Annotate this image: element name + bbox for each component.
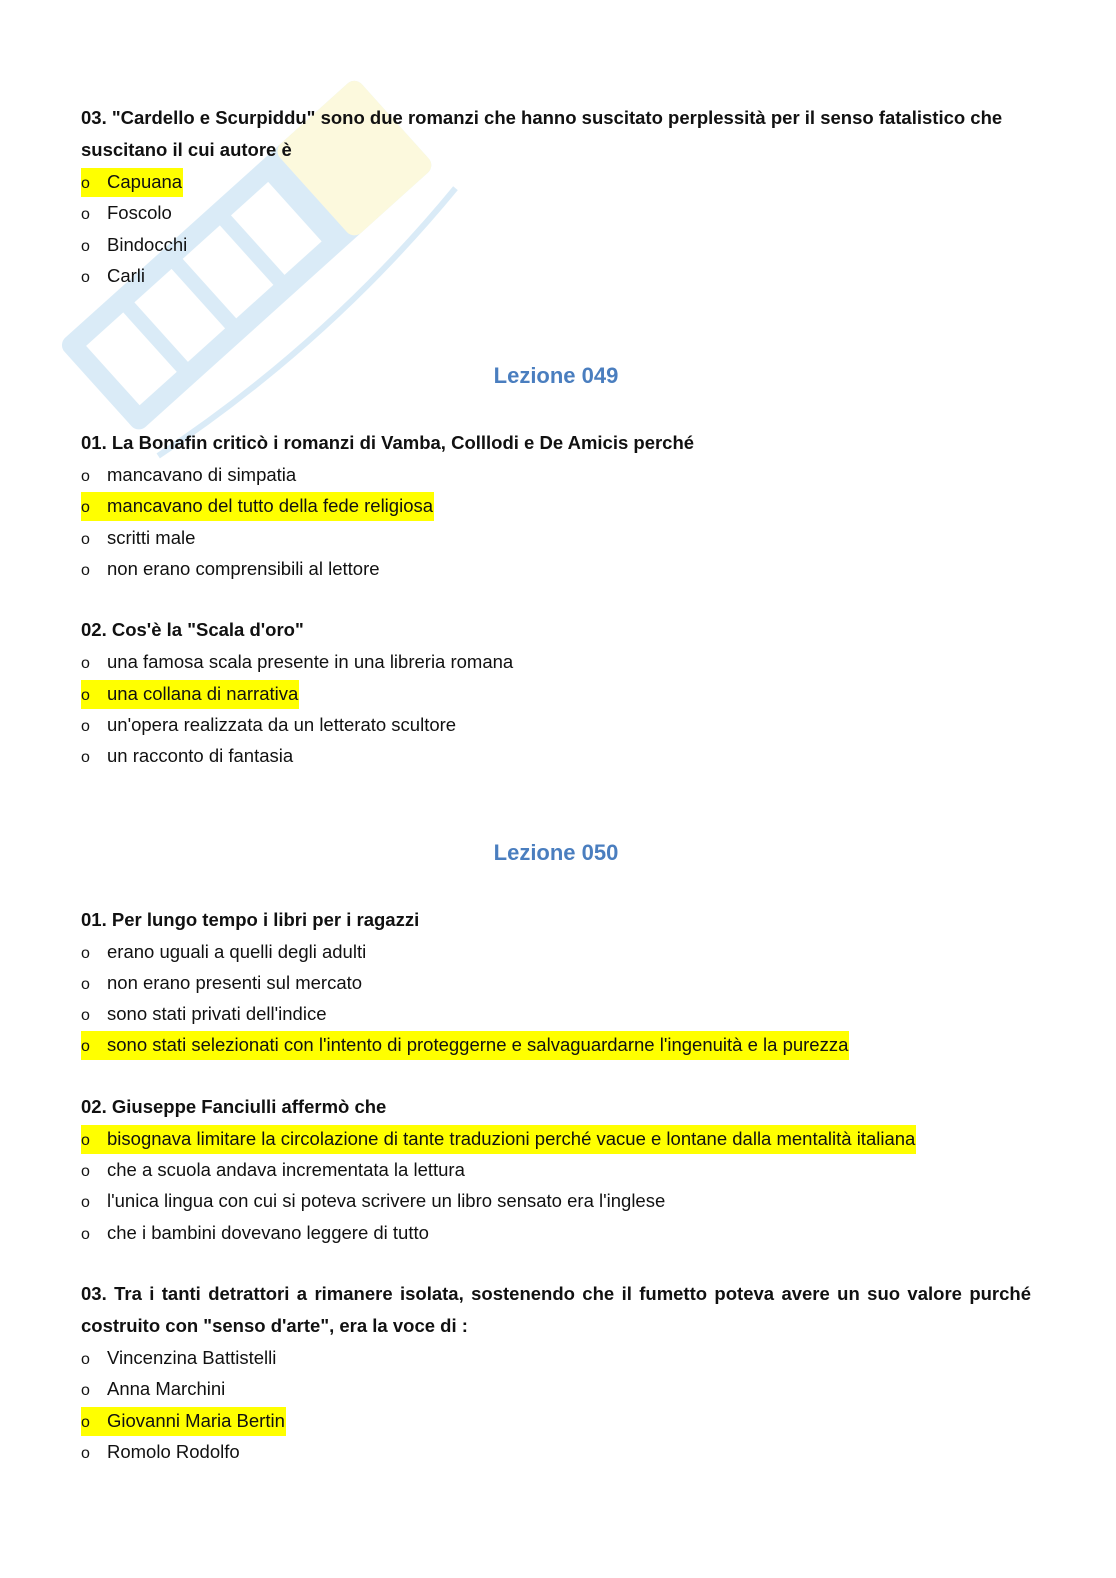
answer-text: una famosa scala presente in una libreria romana (107, 651, 514, 673)
lesson-title: Lezione 050 (493, 839, 619, 865)
question-block (81, 1091, 1031, 1248)
answer-highlight (81, 938, 367, 967)
answer-highlight (81, 1375, 226, 1404)
answer-option (81, 1342, 1031, 1373)
answer-text: Carli (107, 264, 146, 286)
answer-highlight (81, 648, 514, 677)
answer-highlight (81, 461, 297, 490)
answer-highlight (81, 969, 363, 998)
answer-text: non erano presenti sul mercato (107, 971, 363, 993)
bullet: o (81, 717, 90, 735)
answer-text: sono stati privati dell'indice (107, 1003, 327, 1025)
answer-text: mancavano del tutto della fede religiosa (107, 495, 434, 517)
answer-text: scritti male (107, 526, 196, 548)
answer-text: Vincenzina Battistelli (107, 1346, 277, 1368)
answer-option (81, 260, 1031, 291)
bullet: o (81, 1038, 90, 1056)
answer-text: l'unica lingua con cui si poteva scrivere un libro sensato era l'inglese (107, 1190, 666, 1212)
answer-highlight (81, 1125, 916, 1154)
answer-option-correct (81, 490, 1031, 521)
document-page (81, 102, 1031, 1497)
question-block (81, 614, 1031, 771)
answer-option-correct (81, 1029, 1031, 1060)
bullet: o (81, 1225, 90, 1243)
answer-option (81, 646, 1031, 677)
question-text: 01. La Bonafin criticò i romanzi di Vamba, Colllodi e De Amicis perché (81, 432, 695, 454)
answer-highlight (81, 199, 173, 228)
answer-option-correct (81, 166, 1031, 197)
answer-list (81, 166, 1031, 291)
answer-text: che a scuola andava incrementata la lettura (107, 1159, 465, 1181)
bullet: o (81, 1382, 90, 1400)
answer-highlight (81, 1187, 666, 1216)
answer-highlight (81, 231, 188, 260)
answer-option (81, 1185, 1031, 1216)
question-text: 02. Cos'è la "Scala d'oro" (81, 619, 304, 641)
answer-highlight (81, 680, 299, 709)
answer-text: bisognava limitare la circolazione di tante traduzioni perché vacue e lontane dalla mentalità italiana (107, 1127, 916, 1149)
answer-highlight (81, 1344, 277, 1373)
answer-highlight (81, 524, 196, 553)
answer-option (81, 229, 1031, 260)
answer-highlight (81, 1156, 466, 1185)
answer-highlight (81, 555, 381, 584)
answer-text: sono stati selezionati con l'intento di proteggerne e salvaguardarne l'ingenuità e la purezza (107, 1034, 849, 1056)
answer-highlight (81, 742, 294, 771)
answer-option (81, 553, 1031, 584)
bullet: o (81, 1413, 90, 1431)
answer-option (81, 936, 1031, 967)
answer-option (81, 740, 1031, 771)
bullet: o (81, 530, 90, 548)
answer-highlight (81, 1219, 430, 1248)
answer-text: un racconto di fantasia (107, 745, 294, 767)
bullet: o (81, 1444, 90, 1462)
answer-text: erano uguali a quelli degli adulti (107, 940, 367, 962)
answer-option-correct (81, 678, 1031, 709)
answer-highlight (81, 1031, 849, 1060)
bullet: o (81, 1131, 90, 1149)
answer-list (81, 1123, 1031, 1248)
answer-list (81, 936, 1031, 1061)
answer-highlight (81, 1438, 241, 1467)
answer-option-correct (81, 1123, 1031, 1154)
answer-option (81, 1436, 1031, 1467)
bullet: o (81, 1007, 90, 1025)
question-block (81, 1278, 1031, 1467)
answer-highlight (81, 1407, 286, 1436)
answer-text: Bindocchi (107, 233, 188, 255)
question-text: 03. Tra i tanti detrattori a rimanere isolata, sostenendo che il fumetto poteva avere un suo valore purché costruito con "senso d'arte", era la voce di : (81, 1282, 1031, 1336)
answer-highlight (81, 262, 146, 291)
bullet: o (81, 206, 90, 224)
answer-text: non erano comprensibili al lettore (107, 558, 380, 580)
answer-option (81, 967, 1031, 998)
bullet: o (81, 1163, 90, 1181)
answer-option (81, 522, 1031, 553)
question-block (81, 102, 1031, 291)
answer-option (81, 709, 1031, 740)
answer-text: che i bambini dovevano leggere di tutto (107, 1221, 429, 1243)
answer-highlight (81, 492, 434, 521)
answer-highlight (81, 168, 183, 197)
answer-option (81, 1217, 1031, 1248)
answer-list (81, 646, 1031, 771)
bullet: o (81, 1350, 90, 1368)
answer-text: Giovanni Maria Bertin (107, 1409, 285, 1431)
answer-option (81, 1373, 1031, 1404)
answer-text: Capuana (107, 171, 183, 192)
answer-option-correct (81, 1405, 1031, 1436)
bullet: o (81, 975, 90, 993)
bullet: o (81, 499, 90, 517)
bullet: o (81, 175, 90, 192)
bullet: o (81, 468, 90, 486)
answer-text: mancavano di simpatia (107, 464, 297, 486)
answer-list (81, 459, 1031, 584)
lesson-title: Lezione 049 (493, 363, 619, 389)
answer-highlight (81, 1000, 327, 1029)
bullet: o (81, 749, 90, 767)
bullet: o (81, 686, 90, 704)
question-text: 03. "Cardello e Scurpiddu" sono due romanzi che hanno suscitato perplessità per il senso fatalistico che suscitano il cui autore è (81, 107, 1003, 160)
answer-text: Anna Marchini (107, 1378, 226, 1400)
answer-list (81, 1342, 1031, 1467)
answer-text: Foscolo (107, 202, 172, 224)
answer-option (81, 459, 1031, 490)
question-block (81, 904, 1031, 1061)
answer-text: un'opera realizzata da un letterato scultore (107, 713, 457, 735)
question-text: 01. Per lungo tempo i libri per i ragazzi (81, 908, 420, 930)
answer-text: Romolo Rodolfo (107, 1440, 240, 1462)
question-block (81, 427, 1031, 584)
bullet: o (81, 944, 90, 962)
bullet: o (81, 237, 90, 255)
bullet: o (81, 562, 90, 580)
bullet: o (81, 1194, 90, 1212)
answer-option (81, 1154, 1031, 1185)
answer-option (81, 998, 1031, 1029)
question-text: 02. Giuseppe Fanciulli affermò che (81, 1095, 387, 1117)
answer-highlight (81, 711, 457, 740)
answer-option (81, 197, 1031, 228)
answer-text: una collana di narrativa (107, 682, 299, 704)
bullet: o (81, 268, 90, 286)
bullet: o (81, 655, 90, 673)
